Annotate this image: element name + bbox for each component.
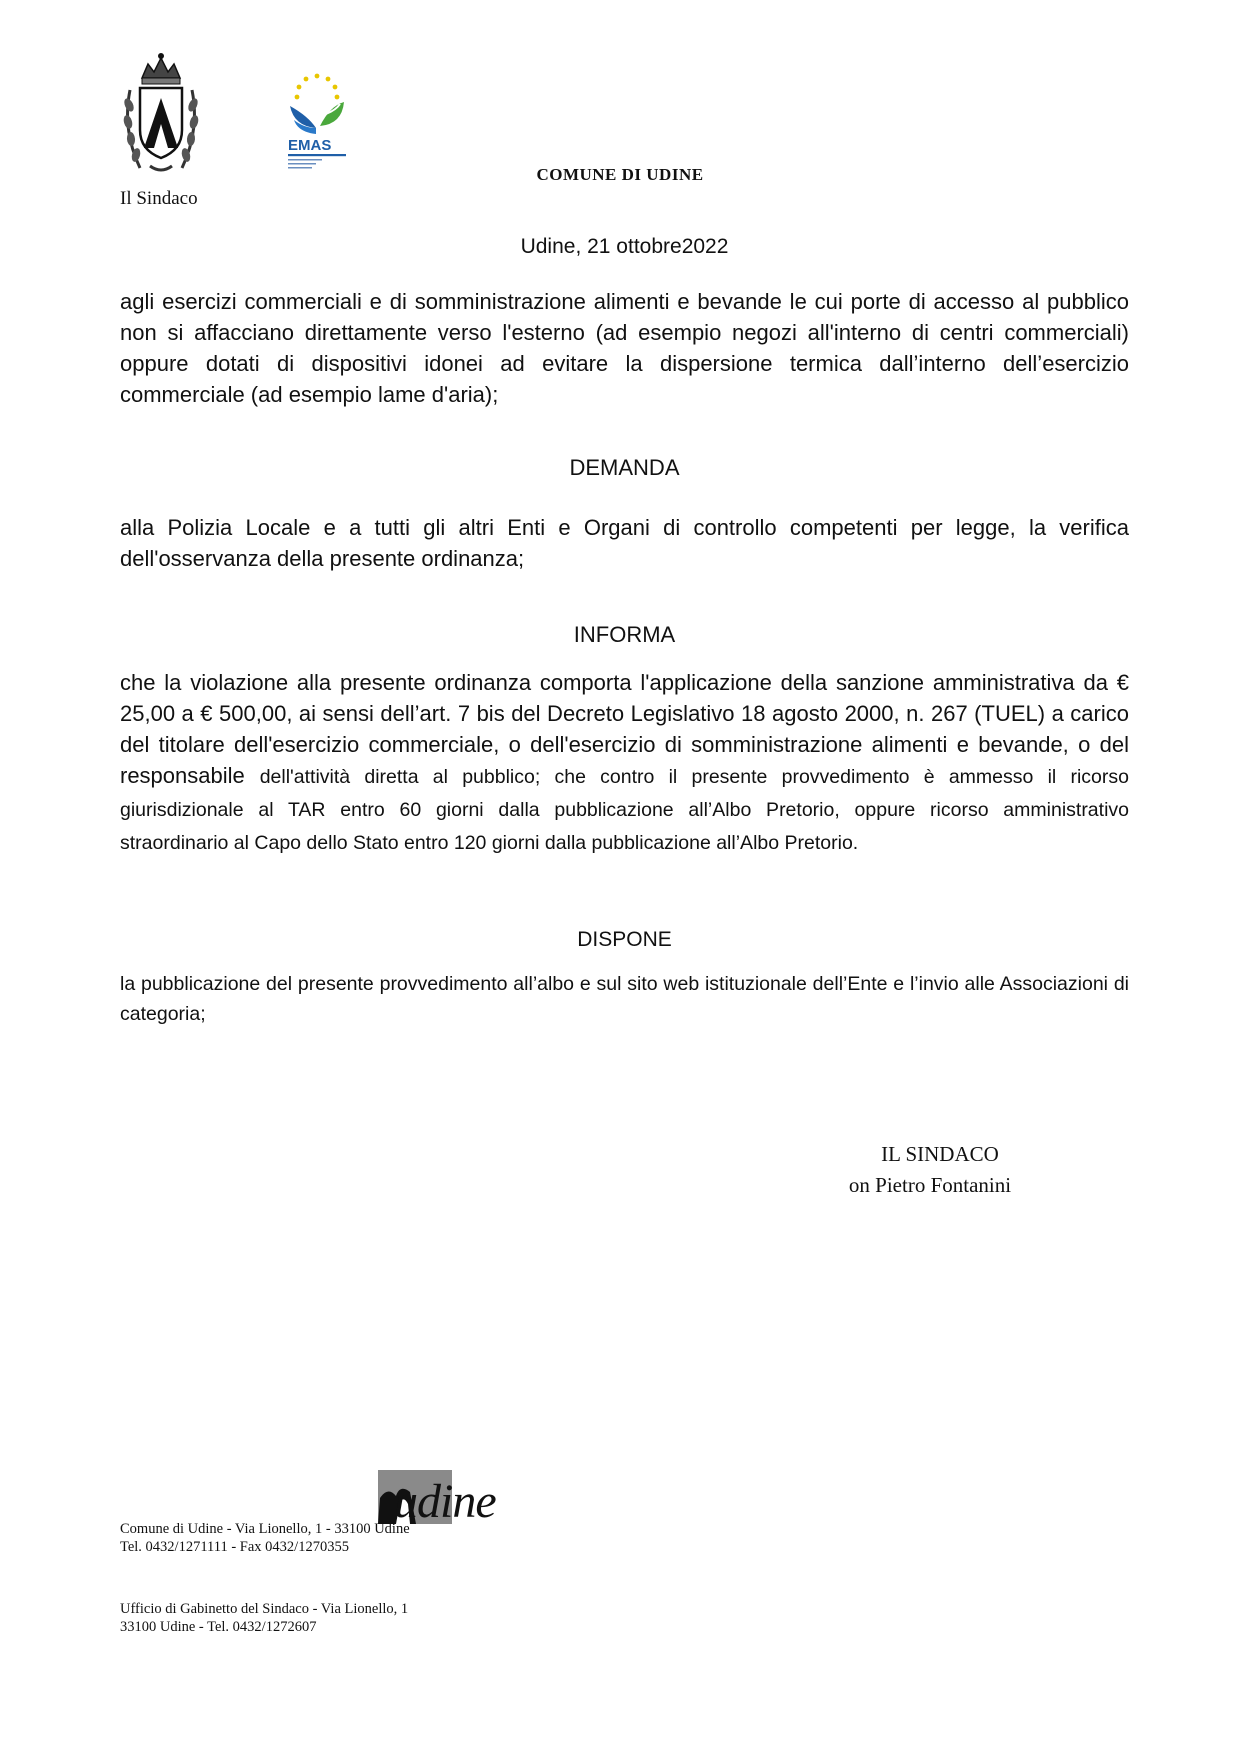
footer-office-block [120,1600,408,1636]
informa-paragraph-part-b: dell'attività diretta al pubblico; che contro il presente provvedimento è ammesso il ricorso giurisdizionale al TAR entro 60 giorni dalla pubblicazione all’Albo Pretorio, oppure ricorso amministrativo straordinario al Capo dello Stato entro 120 giorni dalla pubblicazione all’Albo Pretorio. [120,766,1129,854]
demanda-paragraph: alla Polizia Locale e a tutti gli altri Enti e Organi di controllo competenti per legge, la verifica dell'osservanza della presente ordinanza; [120,515,1129,571]
emas-logo [284,70,350,178]
footer-line: Comune di Udine - Via Lionello, 1 - 33100 Udine [120,1521,410,1537]
intro-paragraph: agli esercizi commerciali e di somministrazione alimenti e bevande le cui porte di accesso al pubblico non si affacciano direttamente verso l'esterno (ad esempio negozi all'interno di centri commerciali) oppure dotati di dispositivi idonei ad evitare la dispersione termica dall’interno dell’esercizio commerciale (ad esempio lame d'aria); [120,289,1129,407]
heading-dispone: DISPONE [577,928,672,951]
dispone-paragraph: la pubblicazione del presente provvedimento all’albo e sul sito web istituzionale dell’Ente e l’invio alle Associazioni di categoria; [120,973,1129,1025]
footer-line: Ufficio di Gabinetto del Sindaco - Via Lionello, 1 [120,1601,409,1617]
city-coat-of-arms-logo [120,50,202,178]
informa-paragraph [120,667,1129,859]
header-comune-title: COMUNE DI UDINE [536,165,704,184]
signature-name: on Pietro Fontanini [848,1173,1012,1197]
heading-demanda: DEMANDA [569,455,680,480]
udine-wordmark-text: udine [394,1475,496,1528]
informa-paragraph-part-a: che la violazione alla presente ordinanza comporta l'applicazione della sanzione amministrativa da € 25,00 a € 500,00, ai sensi dell’art. 7 bis del Decreto Legislativo 18 agosto 2000, n. 267 (TUEL) a carico del titolare dell'esercizio commerciale, o dell'esercizio di somministrazione alimenti e bevande, o del responsabile [120,670,1129,788]
header-il-sindaco-label: Il Sindaco [120,188,198,209]
document-date: Udine, 21 ottobre2022 [520,235,729,258]
footer-line: Tel. 0432/1271111 - Fax 0432/1270355 [120,1539,349,1555]
signature-title: IL SINDACO [881,1142,999,1166]
emas-logo-label: EMAS [288,137,332,154]
footer-line: 33100 Udine - Tel. 0432/1272607 [120,1619,317,1635]
footer-address-block [120,1520,410,1556]
heading-informa: INFORMA [573,622,676,647]
